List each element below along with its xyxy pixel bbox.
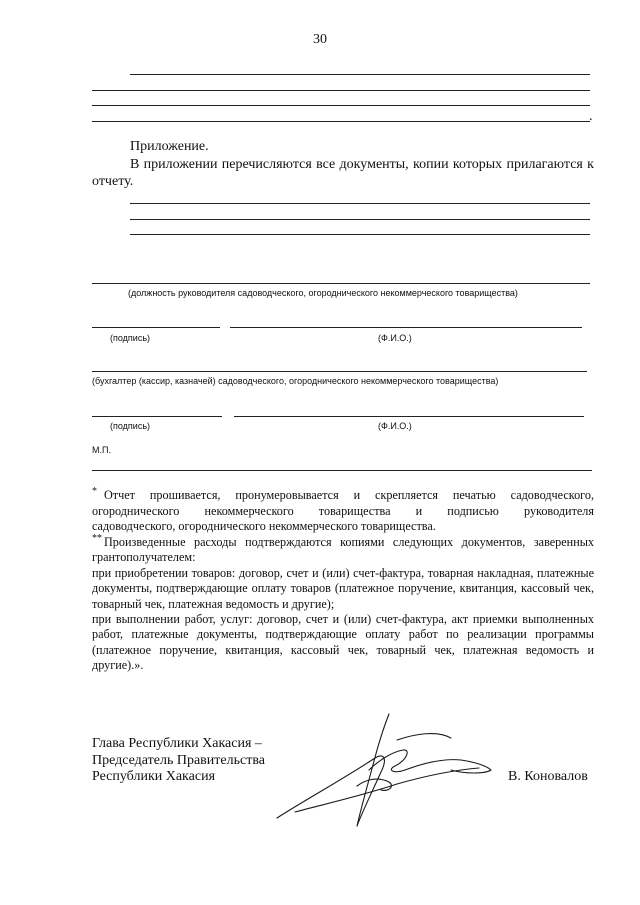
signature-caption: (подпись) — [110, 333, 151, 343]
stamp-place: М.П. — [92, 445, 111, 455]
head-position-line — [92, 283, 590, 284]
signer-position-line1: Глава Республики Хакасия – — [92, 736, 262, 751]
footnote2-goods: при приобретении товаров: договор, счет и (или) счет-фактура, товарная накладная, платежные документы, подтверждающие оплату товаров (платежное поручение, квитанция, кассовый чек, товарный чек, платежная ведомость и другие); — [92, 566, 594, 611]
page-number: 30 — [313, 32, 327, 47]
blank-line — [92, 105, 590, 106]
line-end-dot: . — [589, 109, 593, 124]
appendix-text-line2: отчету. — [92, 174, 134, 189]
blank-line — [130, 74, 590, 75]
handwritten-signature — [265, 700, 505, 840]
signer-position-line3: Республики Хакасия — [92, 769, 216, 784]
footnote1-line1: Отчет прошивается, пронумеровывается и скрепляется печатью садоводческого, — [104, 488, 594, 502]
signature-line — [92, 416, 222, 417]
footnote1-line3: садоводческого, огороднического некоммерческого товарищества. — [92, 519, 436, 533]
signature-line — [92, 327, 220, 328]
accountant-caption: (бухгалтер (кассир, казначей) садоводческого, огороднического некоммерческого товарищества) — [92, 376, 499, 386]
fio-line — [230, 327, 582, 328]
appendix-title: Приложение. — [130, 139, 209, 154]
footnote2-works: при выполнении работ, услуг: договор, счет и (или) счет-фактура, акт приемки выполненных работ, платежные документы, подтверждающие оплату работ по реализации программы (платежное поручение, квитанция, кассовый чек, товарный чек, платежная ведомость и другие).». — [92, 612, 594, 673]
accountant-line — [92, 371, 587, 372]
footnote1-line2: огороднического некоммерческого товарищества и подписью руководителя — [92, 504, 594, 518]
appendix-text-line1: В приложении перечисляются все документы, копии которых прилагаются к — [130, 157, 594, 172]
blank-line — [130, 219, 590, 220]
footnote2-line2: грантополучателем: — [92, 550, 196, 564]
footnote2-line1: Произведенные расходы подтверждаются копиями следующих документов, заверенных — [104, 535, 594, 549]
fio-line — [234, 416, 584, 417]
footnote-marker: * — [92, 486, 97, 497]
fio-caption: (Ф.И.О.) — [378, 421, 412, 431]
footnote-separator — [92, 470, 592, 471]
signer-position-line2: Председатель Правительства — [92, 753, 265, 768]
blank-line — [92, 121, 590, 122]
blank-line — [130, 203, 590, 204]
footnote-marker: ** — [92, 533, 102, 544]
fio-caption: (Ф.И.О.) — [378, 333, 412, 343]
signature-caption: (подпись) — [110, 421, 151, 431]
blank-line — [92, 90, 590, 91]
signer-name: В. Коновалов — [508, 769, 588, 784]
head-position-caption: (должность руководителя садоводческого, огороднического некоммерческого товарищества) — [128, 288, 518, 298]
blank-line — [130, 234, 590, 235]
